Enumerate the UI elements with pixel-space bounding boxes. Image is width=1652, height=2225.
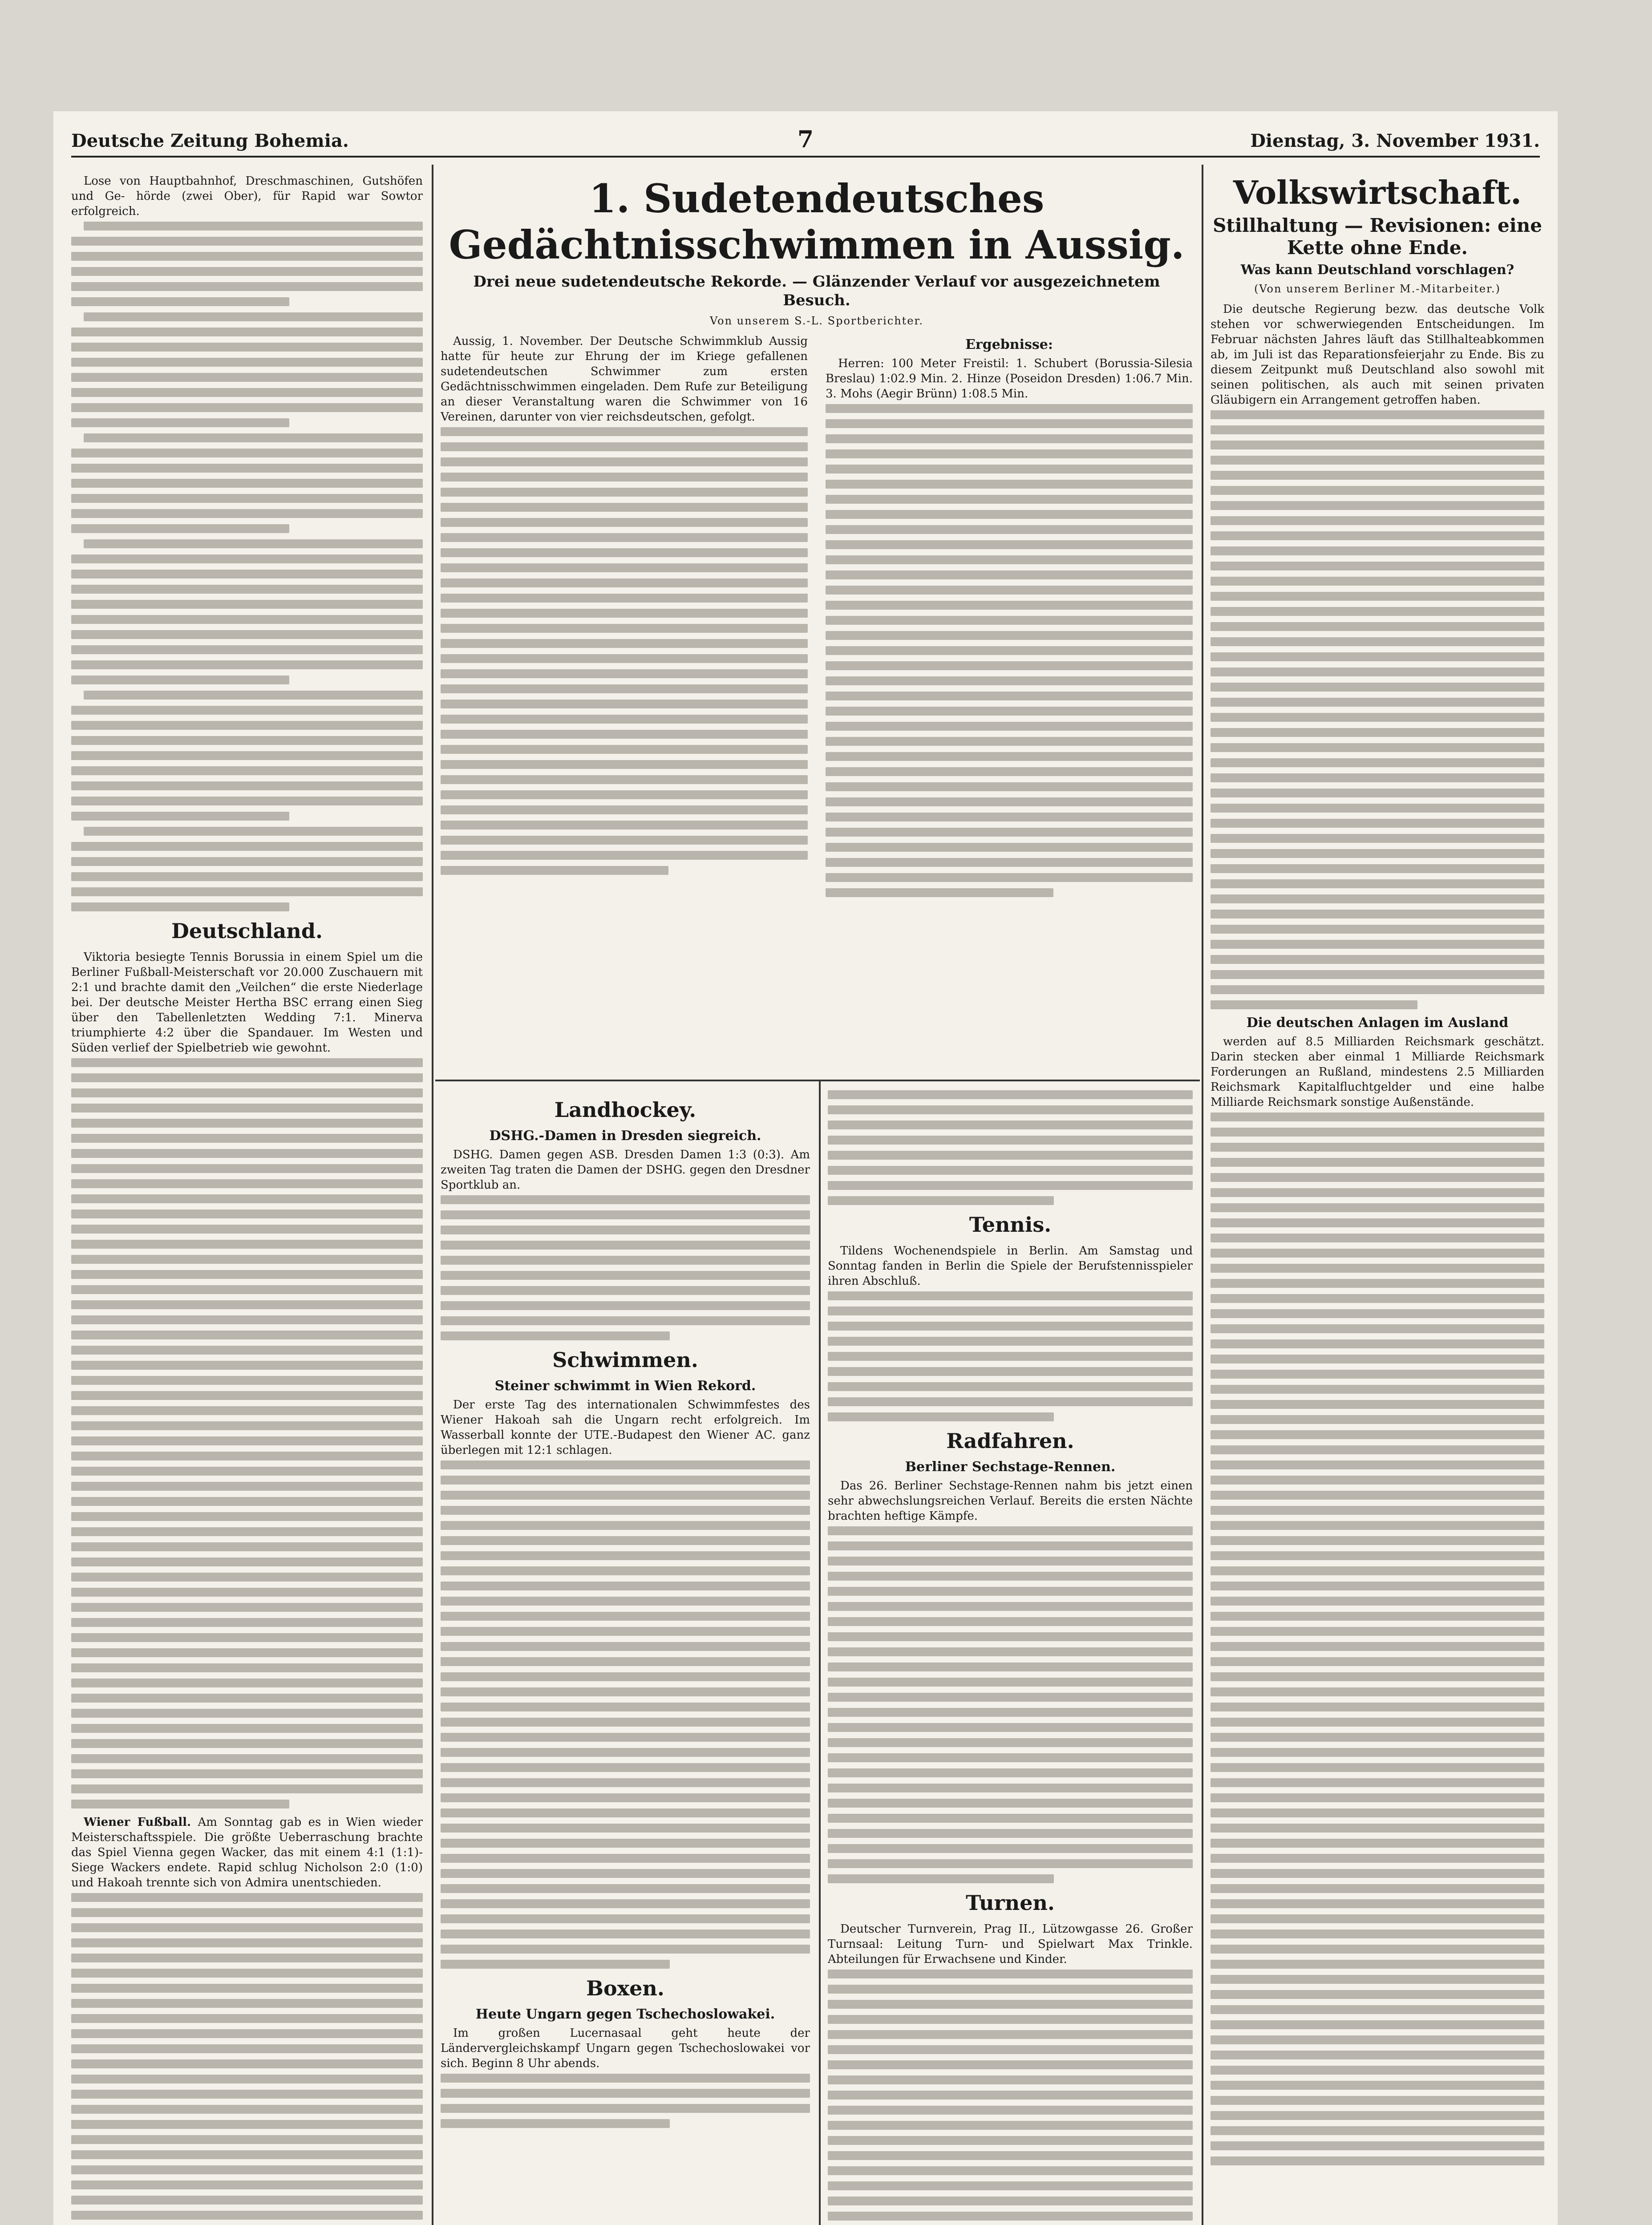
section-heading-turnen: Turnen. xyxy=(966,1891,1055,1915)
boxen-paragraph: Im großen Lucernasaal geht heute der Ländervergleichskampf Ungarn gegen Tschechoslowakei vor sich. Beginn 8 Uhr abends. xyxy=(441,2027,810,2070)
column-rule xyxy=(819,1081,821,2225)
wiener-heading: Wiener Fußball. xyxy=(84,1816,191,1829)
text-block xyxy=(441,427,808,875)
column-rule xyxy=(432,165,433,2225)
section-heading-schwimmen: Schwimmen. xyxy=(552,1348,698,1372)
section-rule xyxy=(435,1080,1200,1081)
text-block xyxy=(828,1526,1193,1883)
text-block xyxy=(441,1195,810,1340)
results-heading: Ergebnisse: xyxy=(965,337,1053,352)
text-block xyxy=(441,1460,810,1969)
schwimmen-subheading: Steiner schwimmt in Wien Rekord. xyxy=(494,1378,756,1394)
radfahren-paragraph: Das 26. Berliner Sechstage-Rennen nahm bis jetzt einen sehr abwechslungsreichen Verlauf. Bereits die ersten Nächte brachten heftige Kämpfe. xyxy=(828,1479,1193,1523)
text-block xyxy=(828,1970,1193,2225)
column-economy xyxy=(1211,174,1544,2225)
landhockey-subheading: DSHG.-Damen in Dresden siegreich. xyxy=(489,1128,761,1144)
column-sport-right xyxy=(828,1090,1193,2225)
issue-date: Dienstag, 3. November 1931. xyxy=(1250,130,1540,151)
schwimmen-paragraph: Der erste Tag des internationalen Schwimmfestes des Wiener Hakoah sah die Ungarn recht erfolgreich. Im Wasserball konnte der UTE.-Budapest den Wiener AC. ganz überlegen mit 12:1 schlagen. xyxy=(441,1398,810,1457)
wiener-paragraph xyxy=(71,1815,423,1890)
text-block xyxy=(71,1058,423,1808)
page-header xyxy=(71,125,1540,158)
anlagen-heading: Die deutschen Anlagen im Ausland xyxy=(1246,1015,1509,1031)
column-sport-left xyxy=(71,174,423,2225)
turnen-paragraph: Deutscher Turnverein, Prag II., Lützowgasse 26. Großer Turnsaal: Leitung Turn- und Spielwart Max Trinkle. Abteilungen für Erwachsene und Kinder. xyxy=(828,1922,1193,1966)
newspaper-name: Deutsche Zeitung Bohemia. xyxy=(71,130,349,151)
text-block xyxy=(71,1893,423,2225)
economy-section-title: Volkswirtschaft. xyxy=(1233,174,1522,211)
article-swimming xyxy=(441,174,1193,1072)
landhockey-paragraph: DSHG. Damen gegen ASB. Dresden Damen 1:3 (0:3). Am zweiten Tag traten die Damen der DSHG. gegen den Dresdner Sportklub an. xyxy=(441,1148,810,1192)
text-block xyxy=(826,404,1193,897)
boxen-subheading: Heute Ungarn gegen Tschechoslowakei. xyxy=(475,2007,775,2022)
intro-paragraph: Lose von Hauptbahnhof, Dreschmaschinen, Gutshöfen und Ge- hörde (zwei Ober), für Rapid war Sowtor erfolgreich. xyxy=(71,174,423,218)
economy-lead: Die deutsche Regierung bezw. das deutsche Volk stehen vor schwerwiegenden Entscheidungen. Im Februar nächsten Jahres läuft das Stillhalteabkommen ab, im Juli ist das Reparationsfeierjahr zu Ende. Bis zu diesem Zeitpunkt muß Deutschland also sowohl mit seinen politischen, als auch mit seinen privaten Gläubigern ein Arrangement getroffen haben. xyxy=(1211,303,1544,407)
section-heading-radfahren: Radfahren. xyxy=(946,1429,1074,1453)
section-heading-tennis: Tennis. xyxy=(969,1213,1052,1237)
text-block xyxy=(441,2074,810,2128)
section-heading-landhockey: Landhockey. xyxy=(554,1098,696,1122)
column-rule xyxy=(1202,165,1203,2225)
economy-byline: (Von unserem Berliner M.-Mitarbeiter.) xyxy=(1254,283,1501,295)
section-heading-deutschland: Deutschland. xyxy=(171,919,323,943)
wiener-text: Am Sonntag gab es in Wien wieder Meisterschaftsspiele. Die größte Ueberraschung brachte das Spiel Vienna gegen Wacker, das mit einem 4:1 (1:1)-Siege Wackers endete. Rapid schlug Nicholson 2:0 (1:0) und Hakoah trennte sich von Admira unentschieden. xyxy=(71,1816,423,1889)
article-right-column xyxy=(826,334,1193,903)
article-headline: 1. Sudetendeutsches Gedächtnisschwimmen in Aussig. xyxy=(449,175,1185,268)
article-left-column xyxy=(441,334,808,903)
article-deck: Drei neue sudetendeutsche Rekorde. — Glänzender Verlauf vor ausgezeichnetem Besuch. xyxy=(473,273,1160,309)
anlagen-paragraph: werden auf 8.5 Milliarden Reichsmark geschätzt. Darin stecken aber einmal 1 Milliarde Reichsmark Forderungen an Rußland, mindestens 2.5 Milliarden Reichsmark Kapitalfluchtgelder und eine halbe Milliarde Reichsmark sonstige Außenstände. xyxy=(1211,1035,1544,1109)
deutschland-paragraph: Viktoria besiegte Tennis Borussia in einem Spiel um die Berliner Fußball-Meisterschaft vor 20.000 Zuschauern mit 2:1 und brachte damit den „Veilchen“ die erste Niederlage bei. Der deutsche Meister Hertha BSC errang einen Sieg über den Tabellenletzten Wedding 7:1. Minerva triumphierte 4:2 über die Spandauer. Im Westen und Süden verlief der Spielbetrieb wie gewohnt. xyxy=(71,951,423,1055)
column-sport-middle xyxy=(441,1090,810,2225)
text-block xyxy=(1211,1112,1544,2165)
radfahren-subheading: Berliner Sechstage-Rennen. xyxy=(905,1459,1116,1475)
economy-question: Was kann Deutschland vorschlagen? xyxy=(1240,262,1514,278)
section-heading-boxen: Boxen. xyxy=(586,1976,664,2000)
text-block xyxy=(828,1090,1193,1205)
results-text: Herren: 100 Meter Freistil: 1. Schubert (Borussia-Silesia Breslau) 1:02.9 Min. 2. Hinze (Poseidon Dresden) 1:06.7 Min. 3. Mohs (Aegir Brünn) 1:08.5 Min. xyxy=(826,357,1193,400)
tennis-paragraph: Tildens Wochenendspiele in Berlin. Am Samstag und Sonntag fanden in Berlin die Spiele der Berufstennisspieler ihren Abschluß. xyxy=(828,1244,1193,1288)
page-number: 7 xyxy=(797,126,814,153)
newspaper-page xyxy=(53,111,1558,2225)
article-lead: Aussig, 1. November. Der Deutsche Schwimmklub Aussig hatte für heute zur Ehrung der im Kriege gefallenen sudetendeutschen Schwimmer zum ersten Gedächtnisschwimmen eingeladen. Dem Rufe zur Beteiligung an dieser Veranstaltung waren die Schwimmer von 16 Vereinen, darunter von vier reichsdeutschen, gefolgt. xyxy=(441,335,808,424)
economy-headline: Stillhaltung — Revisionen: eine Kette ohne Ende. xyxy=(1213,214,1542,259)
text-block xyxy=(828,1291,1193,1421)
text-block xyxy=(1211,410,1544,1009)
text-block xyxy=(71,222,423,911)
article-byline: Von unserem S.-L. Sportberichter. xyxy=(710,315,923,327)
